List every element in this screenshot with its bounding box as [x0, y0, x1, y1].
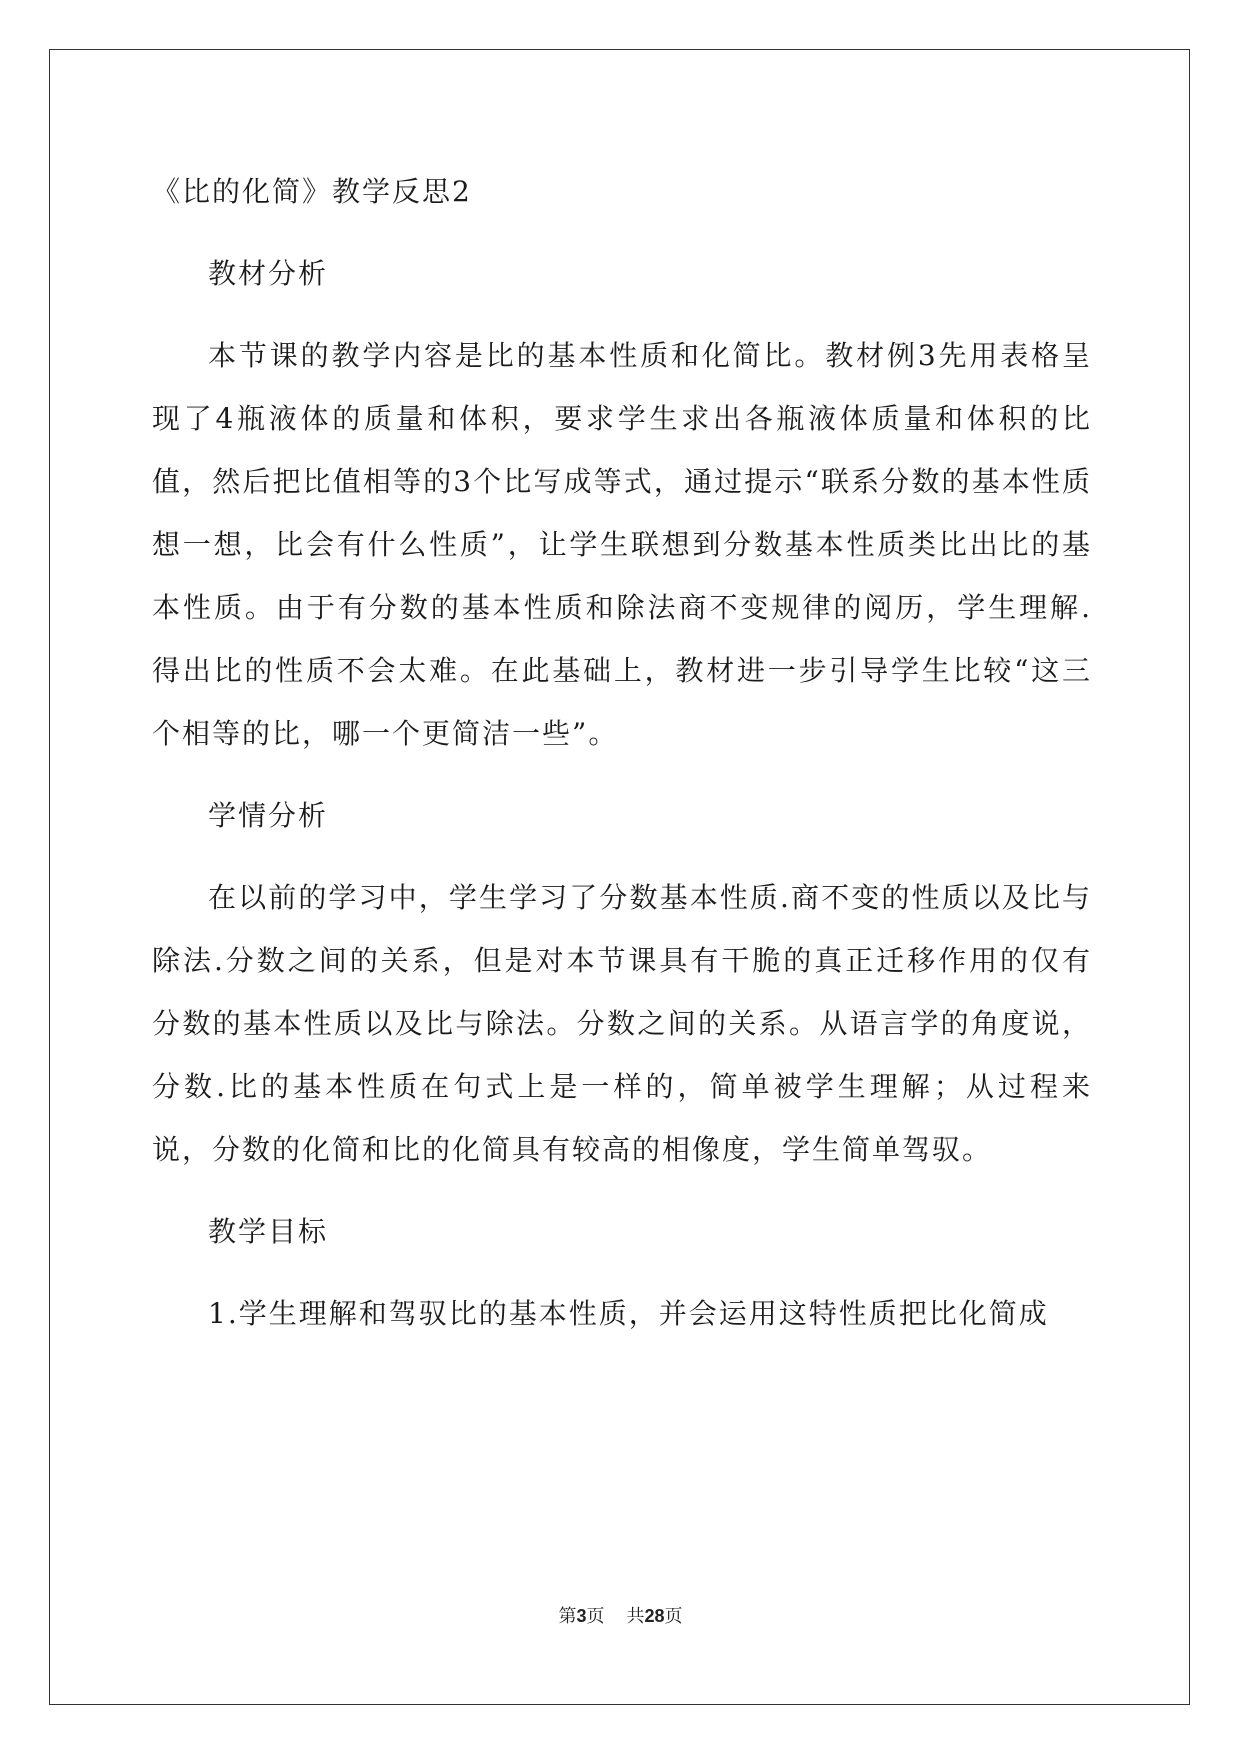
paragraph-teaching-goals: 1.学生理解和驾驭比的基本性质，并会运用这特性质把比化简成 [208, 1297, 1049, 1330]
section-heading-textbook-analysis: 教材分析 [208, 257, 329, 290]
total-pages-number: 28 [644, 1606, 665, 1626]
document-body [152, 160, 1092, 1345]
total-prefix: 共 [626, 1606, 645, 1627]
page-footer [0, 1602, 1241, 1628]
page-current-number: 3 [576, 1606, 587, 1626]
page-suffix: 页 [586, 1606, 605, 1627]
paragraph-textbook-analysis: 本节课的教学内容是比的基本性质和化简比。教材例3先用表格呈现了4瓶液体的质量和体积，要求学生求出各瓶液体质量和体积的比值，然后把比值相等的3个比写成等式，通过提示“联系分数的基本性质想一想，比会有什么性质”，让学生联想到分数基本性质类比出比的基本性质。由于有分数的基本性质和除法商不变规律的阅历，学生理解.得出比的性质不会太难。在此基础上，教材进一步引导学生比较“这三个相等的比，哪一个更简洁一些”。 [152, 339, 1092, 750]
paragraph-student-analysis: 在以前的学习中，学生学习了分数基本性质.商不变的性质以及比与除法.分数之间的关系，但是对本节课具有干脆的真正迁移作用的仅有分数的基本性质以及比与除法。分数之间的关系。从语言学的角度说，分数.比的基本性质在句式上是一样的，简单被学生理解；从过程来说，分数的化简和比的化简具有较高的相像度，学生简单驾驭。 [152, 881, 1092, 1166]
total-suffix: 页 [664, 1606, 683, 1627]
section-heading-teaching-goals: 教学目标 [208, 1215, 329, 1248]
document-title: 《比的化简》教学反思2 [152, 175, 472, 208]
section-heading-student-analysis: 学情分析 [208, 799, 329, 832]
page-prefix: 第 [558, 1606, 577, 1627]
